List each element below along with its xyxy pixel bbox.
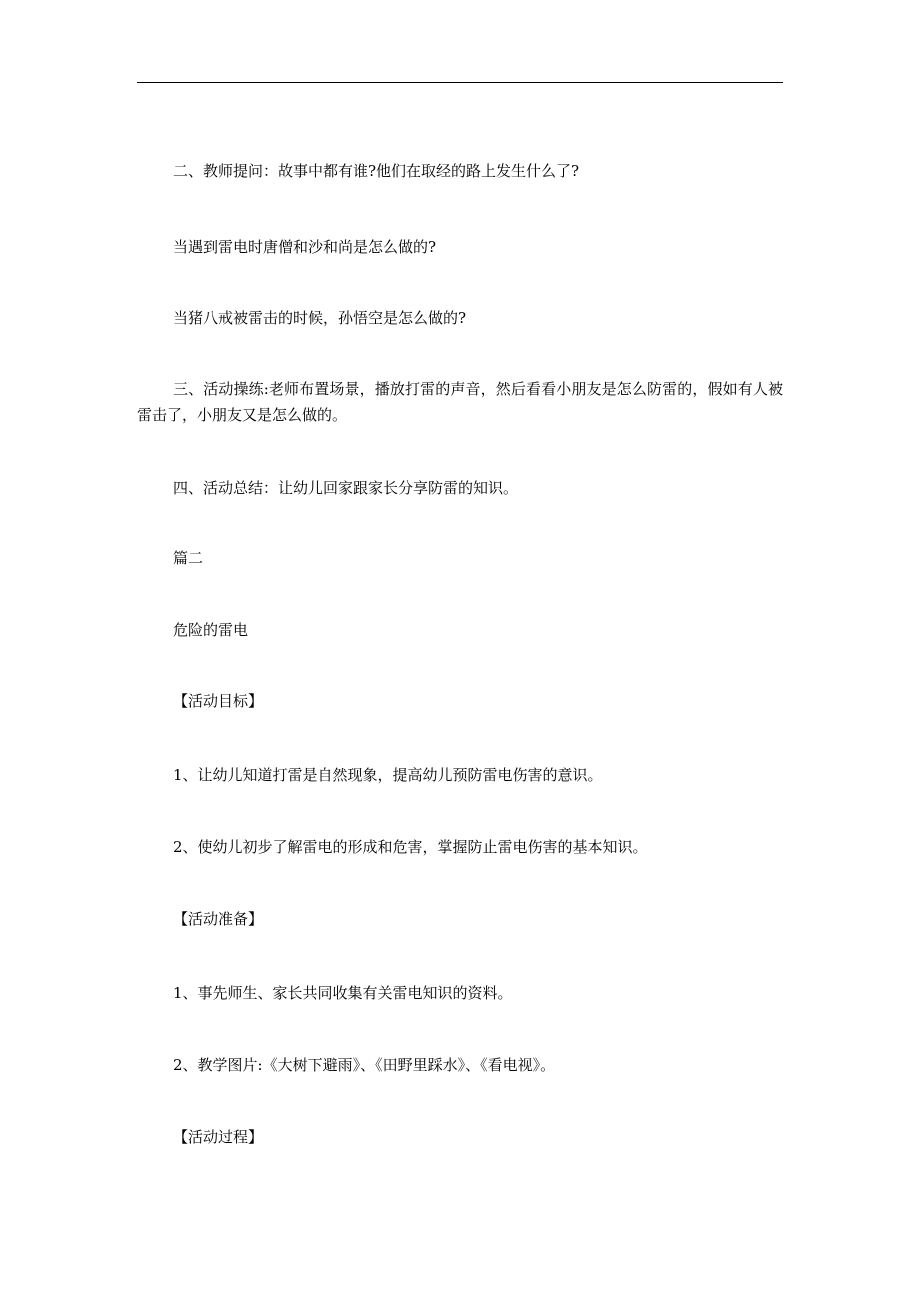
heading-activity-preparation: 【活动准备】 [173,910,264,928]
paragraph-activity-summary: 四、活动总结：让幼儿回家跟家长分享防雷的知识。 [173,479,519,497]
goal-item-1: 1、让幼儿知道打雷是自然现象，提高幼儿预防雷电伤害的意识。 [173,766,603,784]
preparation-item-2: 2、教学图片:《大树下避雨》、《田野里踩水》、《看电视》。 [173,1056,556,1074]
heading-activity-process: 【活动过程】 [173,1128,264,1146]
goal-item-2: 2、使幼儿初步了解雷电的形成和危害，掌握防止雷电伤害的基本知识。 [173,838,648,856]
paragraph-bajie-question: 当猪八戒被雷击的时候，孙悟空是怎么做的? [173,309,467,327]
header-rule [137,82,783,83]
section-title-part-two: 篇二 [173,549,204,567]
paragraph-tang-seng-question: 当遇到雷电时唐僧和沙和尚是怎么做的? [173,238,437,256]
heading-activity-goals: 【活动目标】 [173,692,264,710]
preparation-item-1: 1、事先师生、家长共同收集有关雷电知识的资料。 [173,984,513,1002]
lesson-title: 危险的雷电 [173,621,249,639]
paragraph-activity-practice: 三、活动操练:老师布置场景，播放打雷的声音，然后看看小朋友是怎么防雷的，假如有人被雷击了，小朋友又是怎么做的。 [137,380,783,424]
paragraph-teacher-question: 二、教师提问：故事中都有谁?他们在取经的路上发生什么了? [173,162,580,180]
